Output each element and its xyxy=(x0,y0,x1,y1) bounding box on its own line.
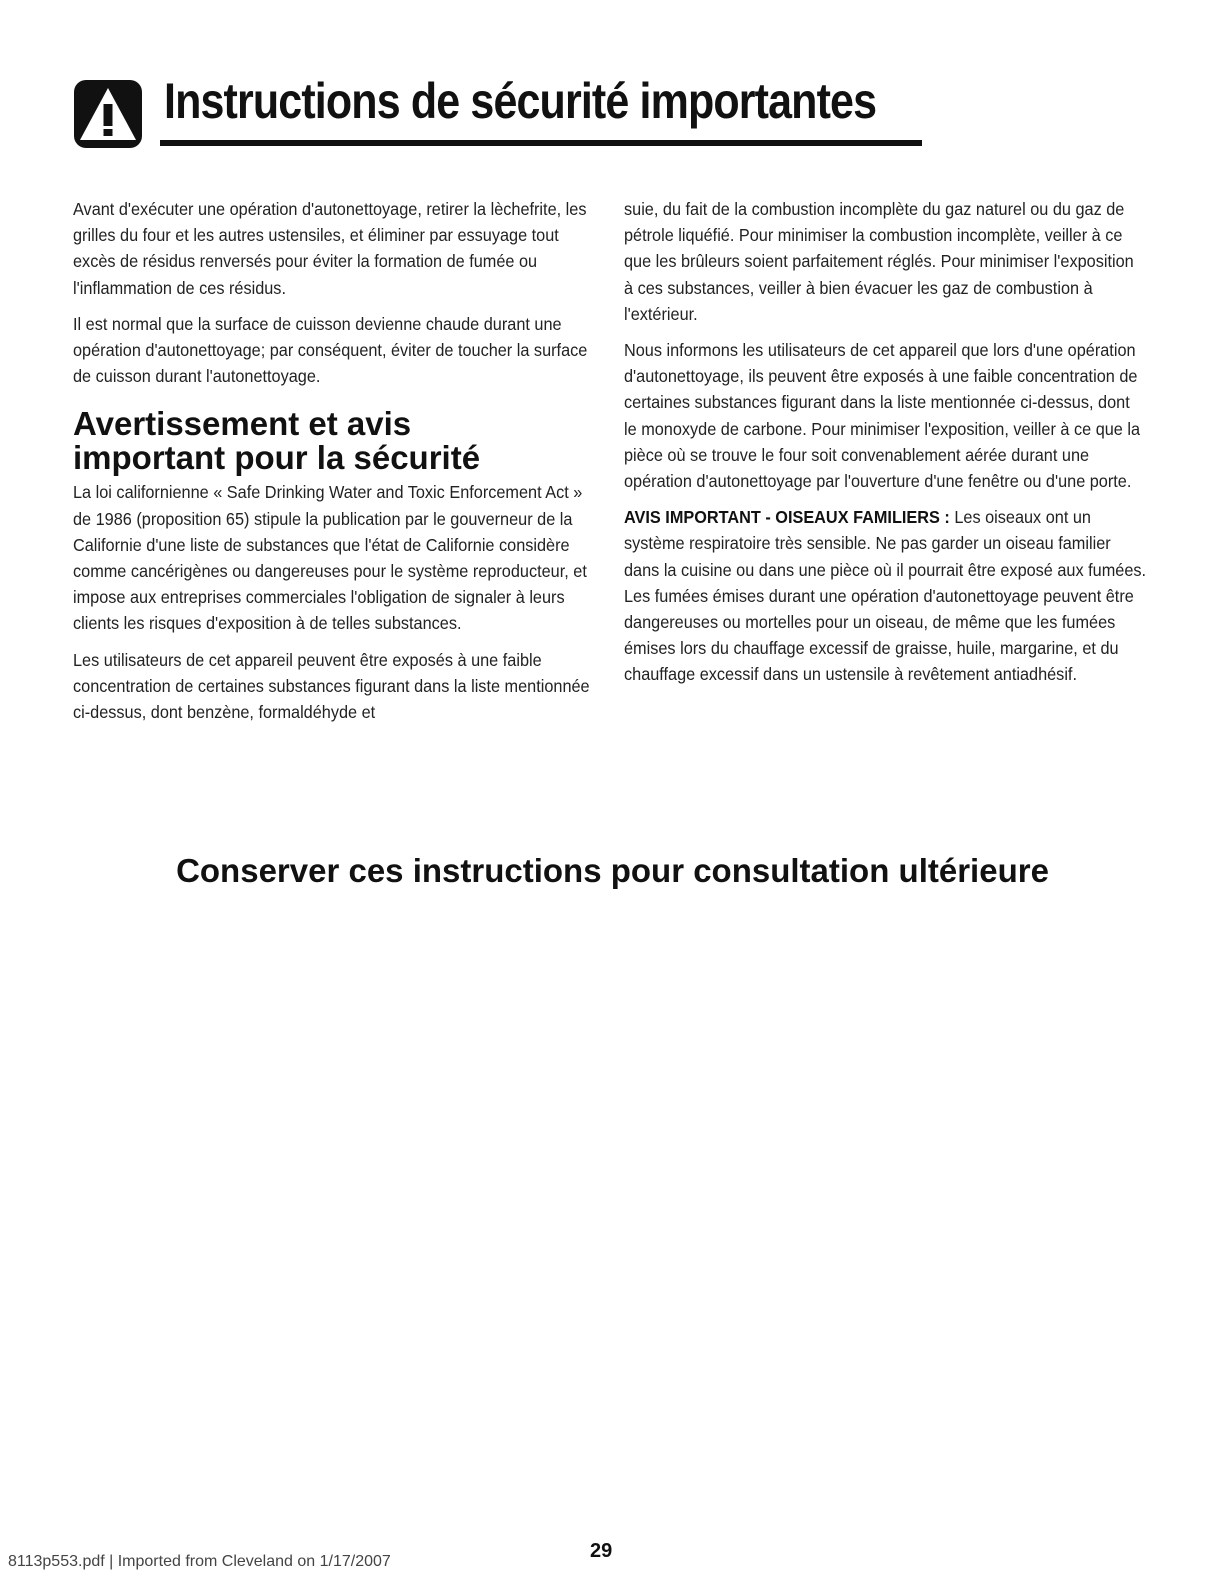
avis-important-label: AVIS IMPORTANT - OISEAUX FAMILIERS : xyxy=(624,507,950,528)
paragraph-oiseaux-familiers xyxy=(624,504,1146,687)
page-number: 29 xyxy=(590,1540,613,1562)
page-header xyxy=(72,70,922,150)
paragraph-surface-chaude: Il est normal que la surface de cuisson devienne chaude durant une opération d'autonettoyage; par conséquent, éviter de toucher la surface de cuisson durant l'autonettoyage. xyxy=(73,313,588,387)
section-heading-line1: Avertissement et avis xyxy=(73,405,412,443)
paragraph-monoxyde-carbone: Nous informons les utilisateurs de cet appareil que lors d'une opération d'autonettoyage, ils peuvent être exposés à une faible concentration de certaines substances figurant dans la liste mentionnée ci-dessus, dont le monoxyde de carbone. Pour minimiser l'exposition, veiller à ce que la pièce où se trouve le four soit convenablement aérée durant une opération d'autonettoyage par l'ouverture d'une fenêtre ou d'une porte. xyxy=(624,340,1141,492)
file-import-info: 8113p553.pdf | Imported from Cleveland on 1/17/2007 xyxy=(8,1553,391,1570)
warning-triangle-icon xyxy=(72,78,144,150)
conserver-instructions-heading: Conserver ces instructions pour consultation ultérieure xyxy=(176,852,1049,889)
page-title: Instructions de sécurité importantes xyxy=(164,73,877,129)
left-column xyxy=(73,196,598,735)
paragraph-combustion: suie, du fait de la combustion incomplète du gaz naturel ou du gaz de pétrole liquéfié. Pour minimiser la combustion incomplète, veiller à ce que les brûleurs soient parfaitement réglés. Pour minimiser l'exposition à ces substances, veiller à bien évacuer les gaz de combustion à l'extérieur. xyxy=(624,199,1134,324)
title-underline xyxy=(160,140,922,146)
paragraph-proposition-65: La loi californienne « Safe Drinking Water and Toxic Enforcement Act » de 1986 (proposition 65) stipule la publication par le gouverneur de la Californie d'une liste de substances que l'état de Californie considère comme cancérigènes ou dangereuses pour le système reproducteur, et impose aux entreprises commerciales l'obligation de signaler à leurs clients les risques d'exposition à de telles substances. xyxy=(73,482,587,634)
paragraph-autonettoyage-preparation: Avant d'exécuter une opération d'autonettoyage, retirer la lèchefrite, les grilles du four et les autres ustensiles, et éliminer par essuyage tout excès de résidus renversés pour éviter la formation de fumée ou l'inflammation de ces résidus. xyxy=(73,199,587,298)
section-heading-avertissement xyxy=(73,407,598,475)
paragraph-exposition-substances: Les utilisateurs de cet appareil peuvent être exposés à une faible concentration de certaines substances figurant dans la liste mentionnée ci-dessus, dont benzène, formaldéhyde et xyxy=(73,649,590,723)
section-heading-line2: important pour la sécurité xyxy=(73,439,481,477)
right-column xyxy=(624,196,1149,698)
avis-important-text: Les oiseaux ont un système respiratoire très sensible. Ne pas garder un oiseau familier dans la cuisine ou dans une pièce où il pourrait être exposé aux fumées. Les fumées émises durant une opération d'autonettoyage peuvent être dangereuses ou mortelles pour un oiseau, de même que les fumées émises lors du chauffage excessif de graisse, huile, margarine, et du chauffage excessif dans un ustensile à revêtement antiadhésif. xyxy=(624,507,1147,685)
